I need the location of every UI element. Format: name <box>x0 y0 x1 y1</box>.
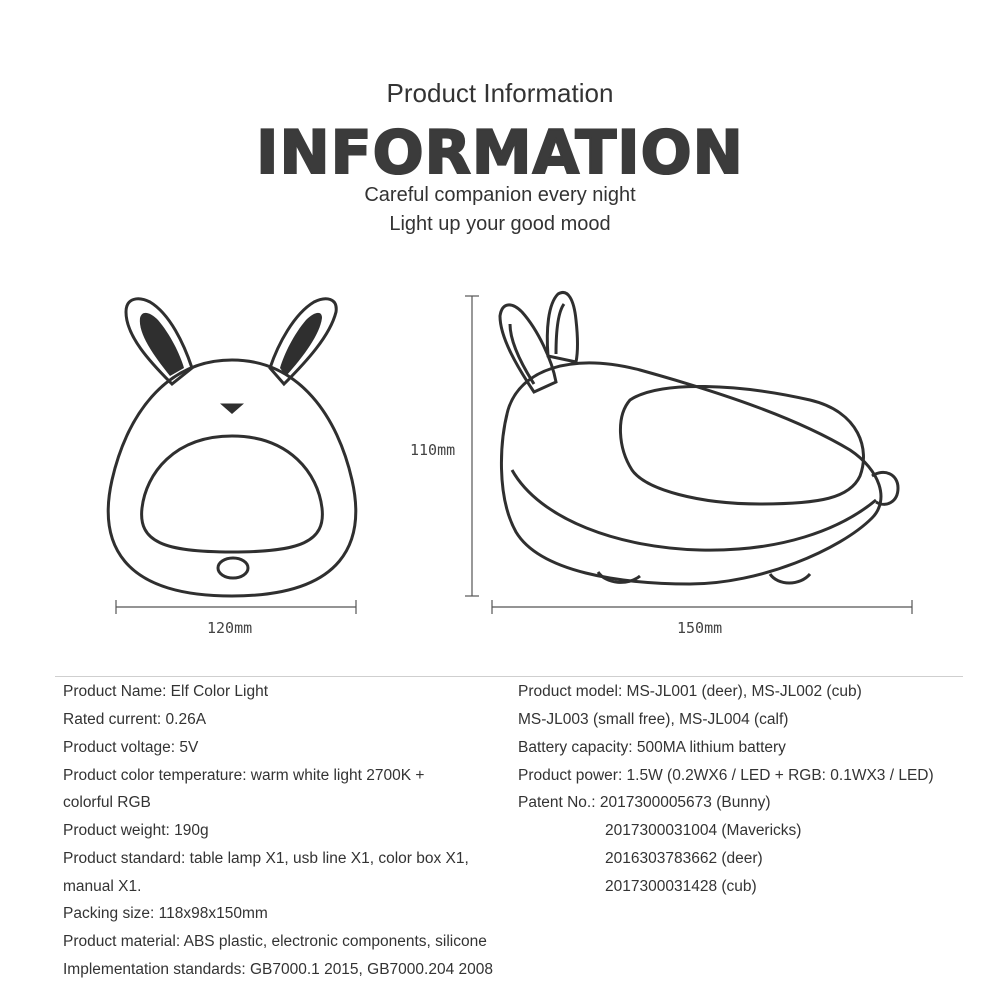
spec-patent-2: 2017300031004 (Mavericks) <box>605 822 802 839</box>
spec-color-temperature: Product color temperature: warm white light 2700K + <box>63 767 425 784</box>
divider <box>55 676 963 677</box>
spec-weight: Product weight: 190g <box>63 822 209 839</box>
bunny-window <box>142 436 323 552</box>
spec-packing-size: Packing size: 118x98x150mm <box>63 905 268 922</box>
spec-power: Product power: 1.5W (0.2WX6 / LED + RGB: 0.1WX3 / LED) <box>518 767 934 784</box>
spec-rated-current: Rated current: 0.26A <box>63 711 207 728</box>
tagline-1: Careful companion every night <box>364 184 636 206</box>
height-label-side: 110mm <box>410 441 456 459</box>
spec-model-cont: MS-JL003 (small free), MS-JL004 (calf) <box>518 711 789 728</box>
deer-dome <box>620 386 863 504</box>
deer-foot-back <box>770 574 810 583</box>
tagline-2: Light up your good mood <box>389 213 611 235</box>
spec-patent-4: 2017300031428 (cub) <box>605 878 757 895</box>
spec-patent-3: 2016303783662 (deer) <box>605 850 763 867</box>
bunny-body <box>108 360 356 596</box>
bunny-switch <box>218 558 248 578</box>
spec-implementation-standards: Implementation standards: GB7000.1 2015, GB7000.204 2008 <box>63 961 493 978</box>
spec-battery: Battery capacity: 500MA lithium battery <box>518 739 786 756</box>
page-title: INFORMATION <box>256 118 744 188</box>
spec-model: Product model: MS-JL001 (deer), MS-JL002 (cub) <box>518 683 862 700</box>
width-label-front: 120mm <box>207 619 253 637</box>
spec-standard: Product standard: table lamp X1, usb line X1, color box X1, <box>63 850 469 867</box>
spec-voltage: Product voltage: 5V <box>63 739 199 756</box>
deer-side-illustration <box>500 292 898 584</box>
spec-patent: Patent No.: 2017300005673 (Bunny) <box>518 794 771 811</box>
length-label-side: 150mm <box>677 619 723 637</box>
section-subtitle: Product Information <box>386 78 614 108</box>
deer-ear-back <box>547 292 577 362</box>
spec-material: Product material: ABS plastic, electronic components, silicone <box>63 933 487 950</box>
spec-product-name: Product Name: Elf Color Light <box>63 683 269 700</box>
bunny-nose <box>224 405 240 412</box>
spec-color-temperature-cont: colorful RGB <box>63 794 151 811</box>
bunny-front-illustration <box>108 299 356 596</box>
left-ear-inner <box>140 313 184 376</box>
spec-standard-cont: manual X1. <box>63 878 142 895</box>
